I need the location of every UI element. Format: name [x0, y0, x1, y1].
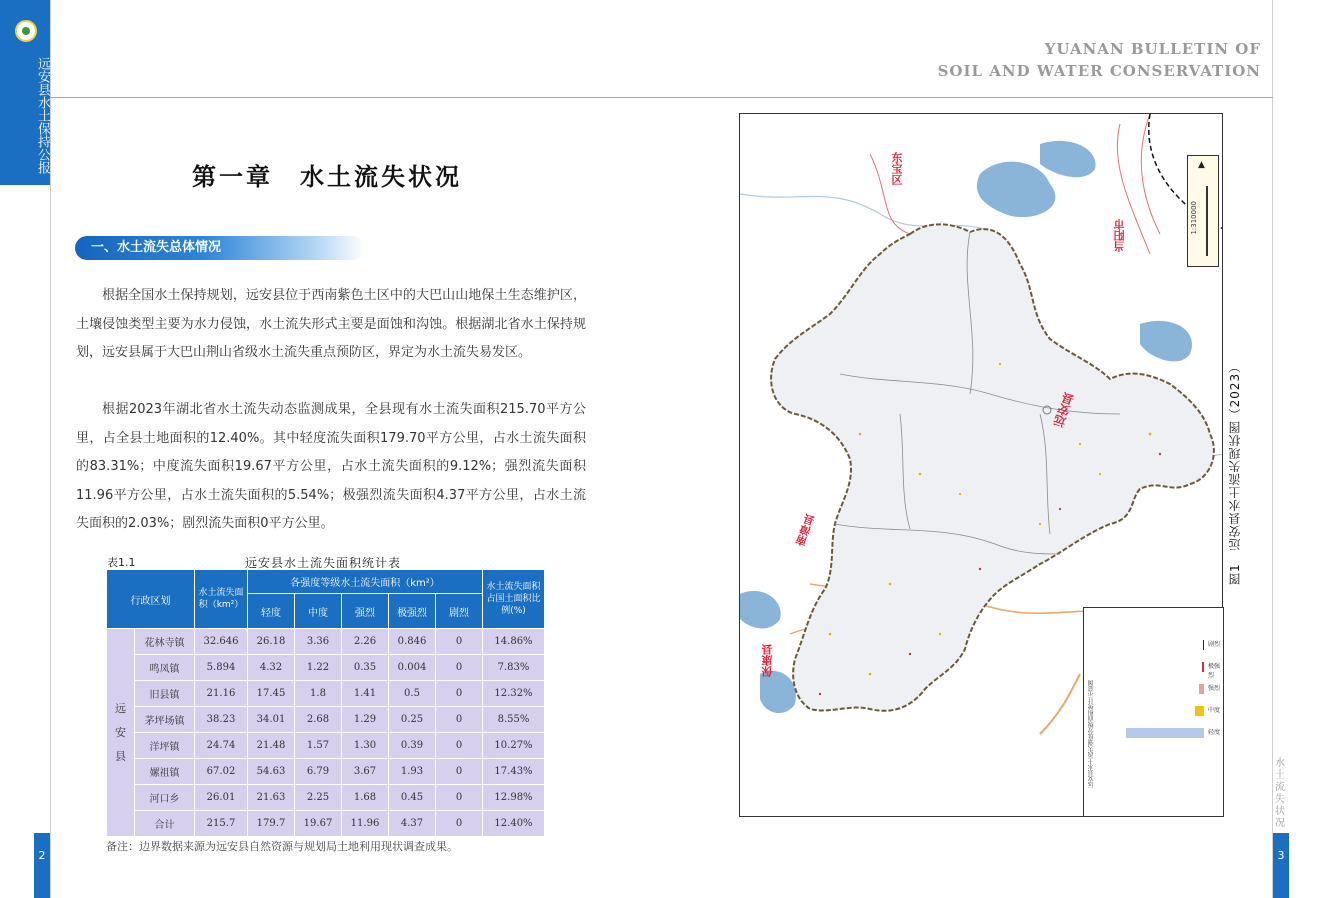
town-cell: 鸣凤镇 — [135, 655, 195, 681]
area-cell: 5.894 — [195, 655, 248, 681]
grade-cell: 0.39 — [389, 733, 436, 759]
area-cell: 24.74 — [195, 733, 248, 759]
area-cell: 32.646 — [195, 629, 248, 655]
inset-bar-3 — [1199, 684, 1204, 694]
figure-caption: 图1 远安县水土流失现状图（2023） — [1228, 359, 1242, 585]
section-heading: 一、水土流失总体情况 — [75, 236, 365, 260]
area-cell: 67.02 — [195, 759, 248, 785]
grade-cell: 0.004 — [389, 655, 436, 681]
header-line-1: YUANAN BULLETIN OF — [1044, 40, 1261, 58]
map-label-dongbao: 东宝区 — [890, 152, 903, 185]
header-area: 水土流失面积（km²） — [195, 570, 248, 629]
grade-cell: 0 — [436, 785, 483, 811]
inset-bar-2 — [1195, 706, 1204, 716]
grade-cell: 4.32 — [248, 655, 295, 681]
inset-bar-label: 极强烈 — [1208, 663, 1221, 679]
ratio-cell: 10.27% — [483, 733, 545, 759]
inset-bar-5 — [1203, 640, 1204, 650]
grade-cell: 0 — [436, 707, 483, 733]
inset-bar-label: 剧烈 — [1208, 641, 1221, 648]
right-margin-rule — [1272, 0, 1273, 898]
grade-cell: 1.68 — [342, 785, 389, 811]
map-label-baokang: 保康县 — [761, 644, 774, 677]
scale-ruler — [1206, 186, 1208, 256]
grade-cell: 1.93 — [389, 759, 436, 785]
chapter-title: 第一章 水土流失状况 — [192, 163, 462, 191]
grade-cell: 0 — [436, 629, 483, 655]
soil-loss-table — [106, 569, 545, 837]
banner-title: 远安县水土保持公报 — [35, 57, 50, 174]
header-district: 行政区划 — [107, 570, 195, 629]
page-number-left: 2 — [34, 833, 50, 898]
grade-cell: 4.37 — [389, 811, 436, 837]
inset-title: 远安县水土流失强度分级面积统计示意图 — [1088, 680, 1095, 788]
grade-cell: 19.67 — [295, 811, 342, 837]
grade-cell: 0 — [436, 733, 483, 759]
header-grade-moderate: 中度 — [295, 594, 342, 629]
grade-cell: 1.30 — [342, 733, 389, 759]
left-margin-rule — [50, 0, 51, 898]
grade-cell: 21.48 — [248, 733, 295, 759]
table-caption: 远安县水土流失面积统计表 — [245, 556, 402, 570]
scale-bar — [1187, 155, 1219, 267]
header-grade-intense: 强烈 — [342, 594, 389, 629]
table-row — [107, 681, 545, 707]
town-cell: 花林寺镇 — [135, 629, 195, 655]
inset-bar-label: 中度 — [1208, 707, 1221, 714]
table-row — [107, 733, 545, 759]
header-line-2: SOIL AND WATER CONSERVATION — [937, 62, 1261, 80]
grade-cell: 34.01 — [248, 707, 295, 733]
header-rule — [50, 97, 1273, 98]
map-label-nanzhang: 南漳县 — [793, 512, 818, 549]
map-label-dangyang: 当阳市 — [1113, 219, 1126, 252]
grade-cell: 1.57 — [295, 733, 342, 759]
table-row — [107, 811, 545, 837]
side-banner — [0, 0, 50, 185]
grade-cell: 1.22 — [295, 655, 342, 681]
ratio-cell: 17.43% — [483, 759, 545, 785]
inset-bar-4 — [1202, 662, 1204, 672]
table-row — [107, 707, 545, 733]
table-note: 备注：边界数据来源为远安县自然资源与规划局土地利用现状调查成果。 — [106, 840, 458, 853]
grade-cell: 21.63 — [248, 785, 295, 811]
grade-cell: 3.36 — [295, 629, 342, 655]
area-cell: 38.23 — [195, 707, 248, 733]
inset-bar-label: 强烈 — [1208, 685, 1221, 692]
grade-cell: 0 — [436, 759, 483, 785]
town-cell: 合计 — [135, 811, 195, 837]
paragraph-2: 根据2023年湖北省水土流失动态监测成果，全县现有水土流失面积215.70平方公里，占全县土地面积的12.40%。其中轻度流失面积179.70平方公里，占水土流失面积的83.31%；中度流失面积19.67平方公里，占水土流失面积的9.12%；强烈流失面积11.96平方公里，占水土流失面积的5.54%；极强烈流失面积4.37平方公里，占水土流失面积的2.03%；剧烈流失面积0平方公里。 — [76, 402, 586, 531]
area-cell: 21.16 — [195, 681, 248, 707]
ratio-cell: 12.98% — [483, 785, 545, 811]
bulletin-logo-icon — [15, 20, 37, 42]
page-number-right: 3 — [1273, 833, 1289, 898]
inset-bar-label: 轻度 — [1208, 729, 1221, 736]
grade-cell: 0 — [436, 655, 483, 681]
area-cell: 215.7 — [195, 811, 248, 837]
grade-cell: 0 — [436, 811, 483, 837]
side-note: 水土流失状况 — [1275, 758, 1285, 829]
grade-cell: 11.96 — [342, 811, 389, 837]
header-grade-very-intense: 极强烈 — [389, 594, 436, 629]
grade-cell: 0.45 — [389, 785, 436, 811]
area-cell: 26.01 — [195, 785, 248, 811]
grade-cell: 0 — [436, 681, 483, 707]
table-row — [107, 655, 545, 681]
grade-cell: 179.7 — [248, 811, 295, 837]
ratio-cell: 12.40% — [483, 811, 545, 837]
grade-cell: 1.29 — [342, 707, 389, 733]
ratio-cell: 14.86% — [483, 629, 545, 655]
ratio-cell: 7.83% — [483, 655, 545, 681]
map-scale: 1:310000 — [1190, 201, 1198, 235]
table-row — [107, 629, 545, 655]
north-arrow-icon: ▲ — [1198, 160, 1205, 170]
grade-cell: 3.67 — [342, 759, 389, 785]
grade-cell: 2.26 — [342, 629, 389, 655]
header-english-title — [938, 38, 1261, 82]
inset-bar-1 — [1126, 728, 1204, 738]
grade-cell: 1.41 — [342, 681, 389, 707]
grade-cell: 26.18 — [248, 629, 295, 655]
grade-cell: 0.5 — [389, 681, 436, 707]
header-grade-light: 轻度 — [248, 594, 295, 629]
header-grades-group: 各强度等级水土流失面积（km²） — [248, 570, 483, 594]
inset-bar-chart — [1083, 607, 1224, 817]
town-cell: 河口乡 — [135, 785, 195, 811]
header-ratio: 水土流失面积占国土面积比例(%) — [483, 570, 545, 629]
header-grade-severe: 剧烈 — [436, 594, 483, 629]
grade-cell: 0.846 — [389, 629, 436, 655]
table-row — [107, 759, 545, 785]
region-cell: 远 安 县 — [107, 629, 135, 837]
town-cell: 茅坪场镇 — [135, 707, 195, 733]
grade-cell: 0.25 — [389, 707, 436, 733]
table-number: 表1.1 — [107, 556, 136, 569]
grade-cell: 6.79 — [295, 759, 342, 785]
table-row — [107, 785, 545, 811]
town-cell: 旧县镇 — [135, 681, 195, 707]
grade-cell: 2.68 — [295, 707, 342, 733]
town-cell: 嫘祖镇 — [135, 759, 195, 785]
ratio-cell: 8.55% — [483, 707, 545, 733]
town-cell: 洋坪镇 — [135, 733, 195, 759]
grade-cell: 1.8 — [295, 681, 342, 707]
grade-cell: 2.25 — [295, 785, 342, 811]
grade-cell: 17.45 — [248, 681, 295, 707]
grade-cell: 54.63 — [248, 759, 295, 785]
paragraph-1: 根据全国水土保持规划，远安县位于西南紫色土区中的大巴山山地保土生态维护区，土壤侵蚀类型主要为水力侵蚀，水土流失形式主要是面蚀和沟蚀。根据湖北省水土保持规划，远安县属于大巴山荆山省级水土流失重点预防区，界定为水土流失易发区。 — [76, 288, 586, 360]
grade-cell: 0.35 — [342, 655, 389, 681]
map-label-yuanan: 远安县 — [1051, 390, 1077, 430]
ratio-cell: 12.32% — [483, 681, 545, 707]
